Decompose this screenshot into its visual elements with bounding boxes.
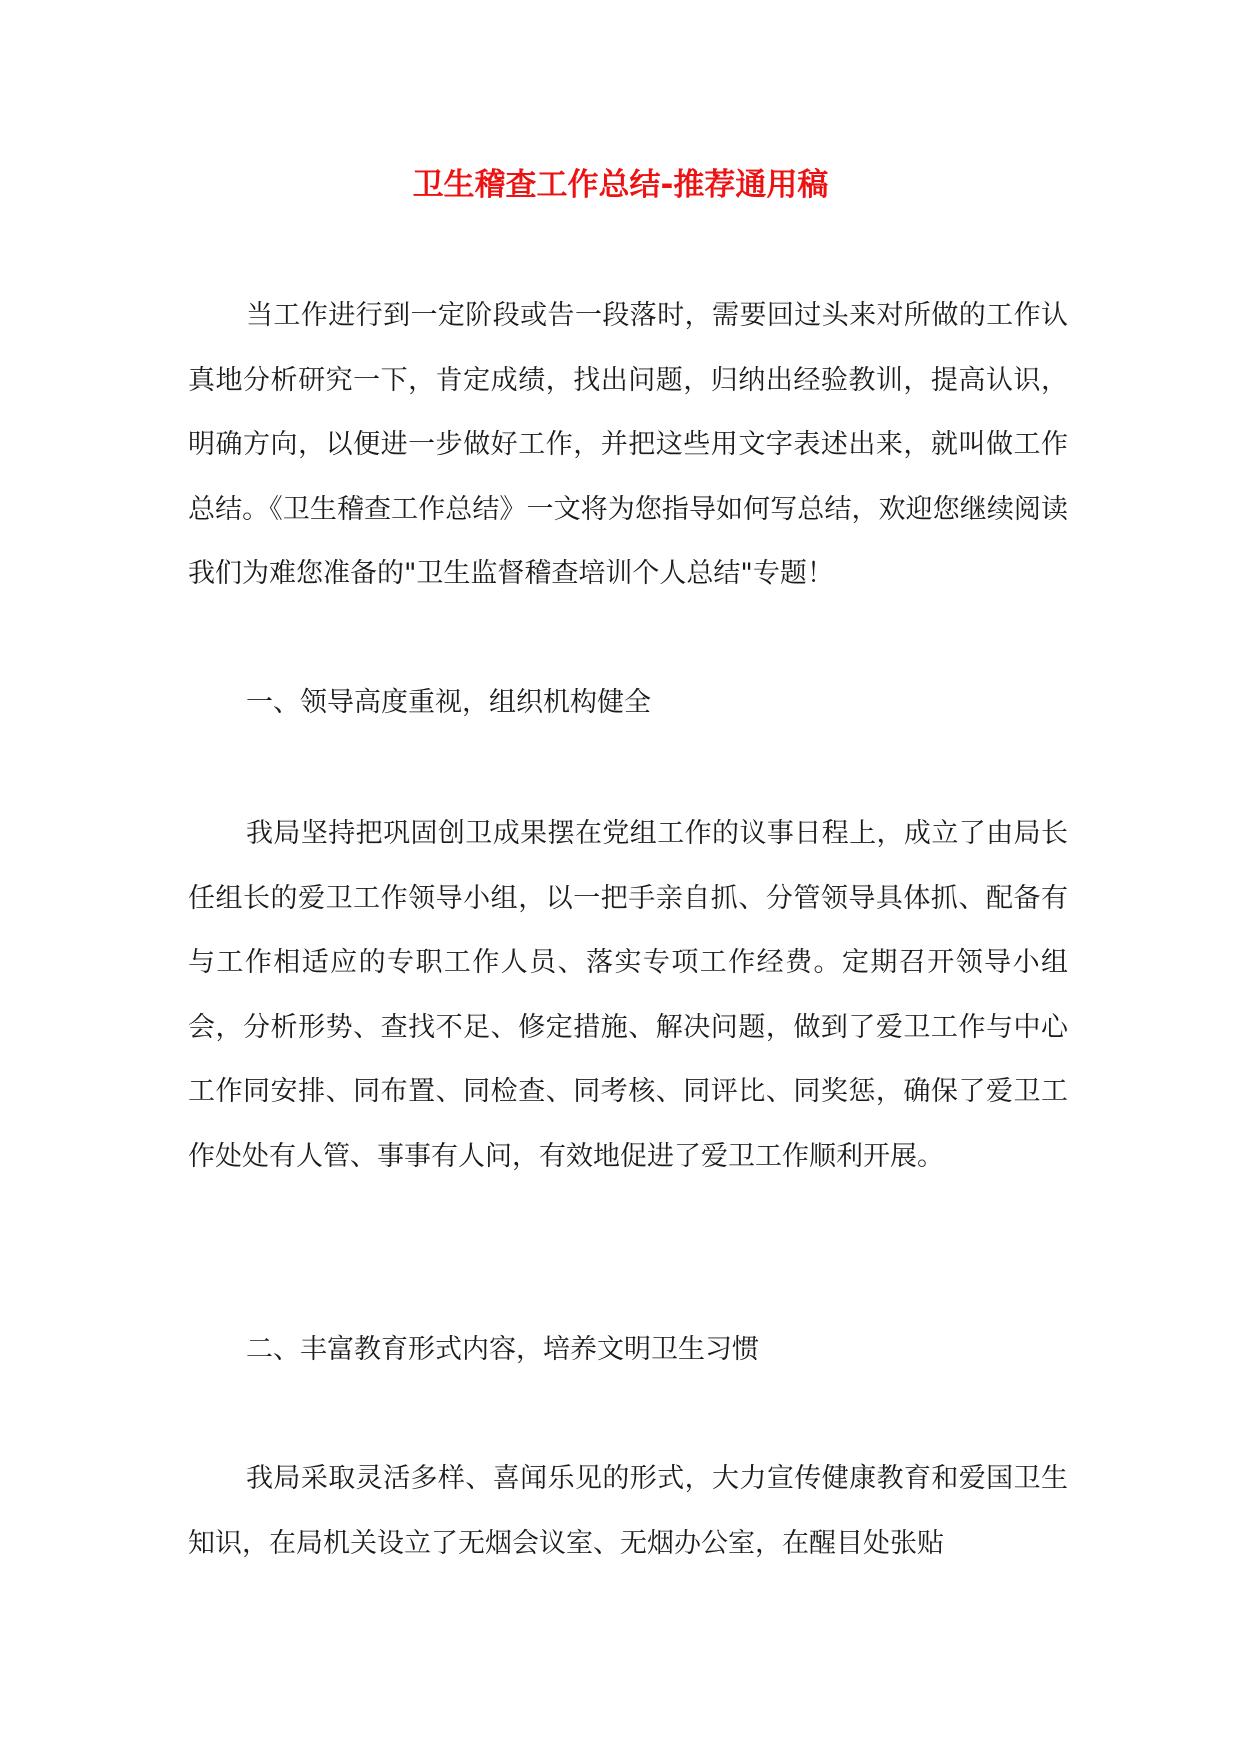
section-paragraph-1: 我局坚持把巩固创卫成果摆在党组工作的议事日程上，成立了由局长任组长的爱卫工作领导小组，以一把手亲自抓、分管领导具体抓、配备有与工作相适应的专职工作人员、落实专项工作经费。定期召开领导小组会，分析形势、查找不足、修定措施、解决问题，做到了爱卫工作与中心工作同安排、同布置、同检查、同考核、同评比、同奖惩，确保了爱卫工作处处有人管、事事有人问，有效地促进了爱卫工作顺利开展。 <box>188 818 1068 1172</box>
section-heading-1: 一、领导高度重视，组织机构健全 <box>246 687 651 718</box>
section-heading-2: 二、丰富教育形式内容，培养文明卫生习惯 <box>246 1334 759 1365</box>
intro-paragraph: 当工作进行到一定阶段或告一段落时，需要回过头来对所做的工作认真地分析研究一下，肯定成绩，找出问题，归纳出经验教训，提高认识，明确方向，以便进一步做好工作，并把这些用文字表述出来，就叫做工作总结。《卫生稽查工作总结》一文将为您指导如何写总结，欢迎您继续阅读我们为难您准备的"卫生监督稽查培训个人总结"专题！ <box>188 300 1068 589</box>
section-paragraph-2: 我局采取灵活多样、喜闻乐见的形式，大力宣传健康教育和爱国卫生知识，在局机关设立了无烟会议室、无烟办公室，在醒目处张贴 <box>188 1463 1068 1559</box>
document-title: 卫生稽查工作总结-推荐通用稿 <box>412 167 829 203</box>
